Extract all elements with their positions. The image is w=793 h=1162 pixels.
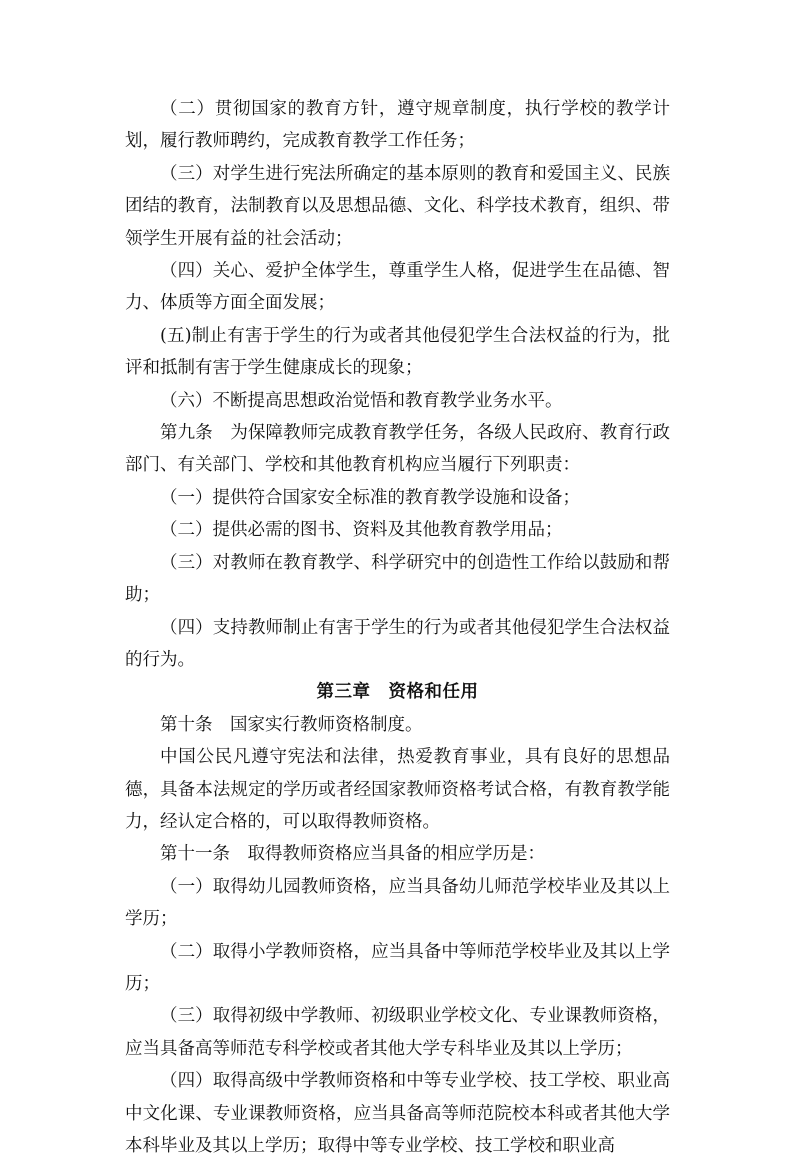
paragraph-duty-3: （三）对学生进行宪法所确定的基本原则的教育和爱国主义、民族团结的教育，法制教育以及思想品德、文化、科学技术教育，组织、带领学生开展有益的社会活动； [125, 163, 670, 249]
paragraph-article-9: 第九条 为保障教师完成教育教学任务，各级人民政府、教育行政部门、有关部门、学校和其他教育机构应当履行下列职责： [125, 423, 670, 476]
paragraph-duty-5: (五)制止有害于学生的行为或者其他侵犯学生合法权益的行为，批评和抵制有害于学生健康成长的现象； [125, 325, 670, 379]
chapter-heading: 第三章 资格和任用 [316, 682, 479, 703]
paragraph-duty-4: （四）关心、爱护全体学生，尊重学生人格，促进学生在品德、智力、体质等方面全面发展； [125, 261, 670, 314]
paragraph-article-9-item-1: （一）提供符合国家安全标准的教育教学设施和设备； [160, 487, 580, 508]
paragraph-article-10: 第十条 国家实行教师资格制度。 [160, 714, 423, 735]
paragraph-article-10-body: 中国公民凡遵守宪法和法律，热爱教育事业，具有良好的思想品德，具备本法规定的学历或者经国家教师资格考试合格，有教育教学能力，经认定合格的，可以取得教师资格。 [125, 747, 670, 832]
paragraph-duty-6: （六）不断提高思想政治觉悟和教育教学业务水平。 [160, 390, 563, 411]
paragraph-article-11: 第十一条 取得教师资格应当具备的相应学历是： [160, 844, 545, 865]
paragraph-article-11-item-4: （四）取得高级中学教师资格和中等专业学校、技工学校、职业高中文化课、专业课教师资格，应当具备高等师范院校本科或者其他大学本科毕业及其以上学历；取得中等专业学校、技工学校和职业高 [125, 1071, 670, 1156]
paragraph-article-11-item-2: （二）取得小学教师资格，应当具备中等师范学校毕业及其以上学历； [125, 941, 670, 994]
paragraph-article-9-item-2: （二）提供必需的图书、资料及其他教育教学用品； [160, 520, 563, 541]
paragraph-duty-2: （二）贯彻国家的教育方针，遵守规章制度，执行学校的教学计划，履行教师聘约，完成教育教学工作任务； [125, 99, 670, 152]
document-body [125, 93, 670, 1162]
paragraph-article-11-item-3: （三）取得初级中学教师、初级职业学校文化、专业课教师资格，应当具备高等师范专科学校或者其他大学专科毕业及其以上学历； [125, 1006, 670, 1059]
paragraph-article-9-item-4: （四）支持教师制止有害于学生的行为或者其他侵犯学生合法权益的行为。 [125, 617, 670, 670]
paragraph-article-11-item-1: （一）取得幼儿园教师资格，应当具备幼儿师范学校毕业及其以上学历； [125, 876, 670, 930]
paragraph-article-9-item-3: （三）对教师在教育教学、科学研究中的创造性工作给以鼓励和帮助； [125, 552, 670, 606]
